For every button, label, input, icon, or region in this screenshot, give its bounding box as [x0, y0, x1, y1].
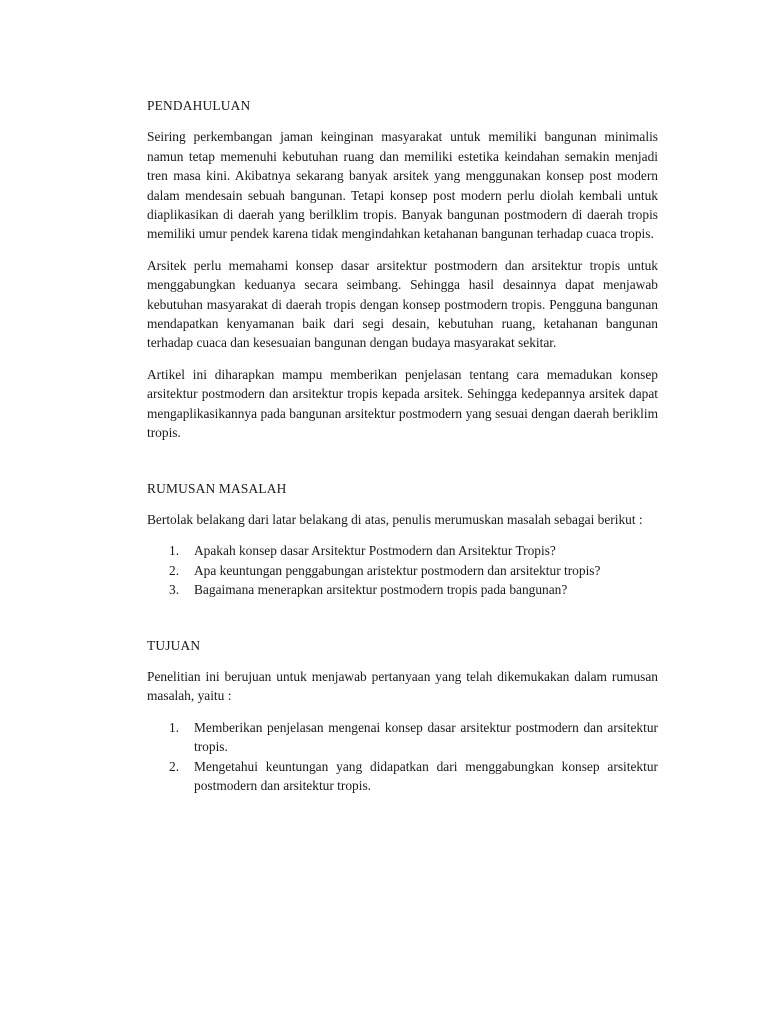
paragraph: Arsitek perlu memahami konsep dasar arsitektur postmodern dan arsitektur tropis untuk menggabungkan keduanya secara seimbang. Sehingga hasil desainnya dapat menjawab kebutuhan masyarakat di daerah tropis dengan konsep postmodern tropis. Pengguna bangunan mendapatkan kenyamanan baik dari segi desain, kebutuhan ruang, ketahanan bangunan terhadap cuaca dan kesesuaian bangunan dengan budaya masyarakat sekitar.	[147, 257, 658, 351]
list-item-text: Mengetahui keuntungan yang didapatkan dari menggabungkan konsep arsitektur postmodern dan arsitektur tropis.	[194, 758, 658, 793]
section-heading: PENDAHULUAN	[147, 98, 251, 113]
list-item-text: Memberikan penjelasan mengenai konsep dasar arsitektur postmodern dan arsitektur tropis.	[194, 719, 658, 755]
section-rumusan-masalah	[147, 479, 658, 600]
paragraph: Seiring perkembangan jaman keinginan masyarakat untuk memiliki bangunan minimalis namun tetap memenuhi kebutuhan ruang dan memiliki estetika keindahan semakin menjadi tren masa kini. Akibatnya sekarang banyak arsitek yang menggunakan konsep post modern dalam mendesain sebuah bangunan. Tetapi konsep post modern perlu diolah kembali untuk diaplikasikan di daerah yang berilklim tropis. Banyak bangunan postmodern di daerah tropis memiliki umur pendek karena tidak mengindahkan ketahanan bangunan terhadap cuaca tropis.	[147, 129, 658, 242]
list-number: 2.	[169, 562, 180, 578]
paragraph: Artikel ini diharapkan mampu memberikan penjelasan tentang cara memadukan konsep arsitektur postmodern dan arsitektur tropis kepada arsitek. Sehingga kedepannya arsitek dapat mengaplikasikannya pada bangunan arsitektur postmodern yang sesuai dengan daerah beriklim tropis.	[147, 366, 658, 441]
list-number: 2.	[169, 758, 180, 774]
list-item	[147, 757, 658, 796]
list-number: 1.	[169, 543, 180, 559]
section-pendahuluan	[147, 96, 658, 443]
paragraph: Penelitian ini berujuan untuk menjawab pertanyaan yang telah dikemukakan dalam rumusan masalah, yaitu :	[147, 668, 658, 704]
list-item	[147, 718, 658, 757]
list-item	[147, 561, 658, 580]
list-item-text: Bagaimana menerapkan arsitektur postmodern tropis pada bangunan?	[194, 582, 568, 598]
numbered-list	[147, 718, 658, 796]
list-item	[147, 580, 658, 599]
paragraph: Bertolak belakang dari latar belakang di atas, penulis merumuskan masalah sebagai berikut :	[147, 511, 643, 527]
list-item-text: Apakah konsep dasar Arsitektur Postmodern dan Arsitektur Tropis?	[194, 543, 556, 559]
section-heading: TUJUAN	[147, 637, 201, 653]
list-item	[147, 541, 658, 560]
list-number: 3.	[169, 582, 180, 598]
list-number: 1.	[169, 719, 180, 735]
section-spacer	[147, 455, 658, 479]
document-page	[147, 96, 658, 807]
section-spacer	[147, 612, 658, 636]
numbered-list	[147, 541, 658, 599]
section-heading: RUMUSAN MASALAH	[147, 480, 287, 496]
section-tujuan	[147, 636, 658, 796]
list-item-text: Apa keuntungan penggabungan aristektur postmodern dan arsitektur tropis?	[194, 562, 601, 578]
